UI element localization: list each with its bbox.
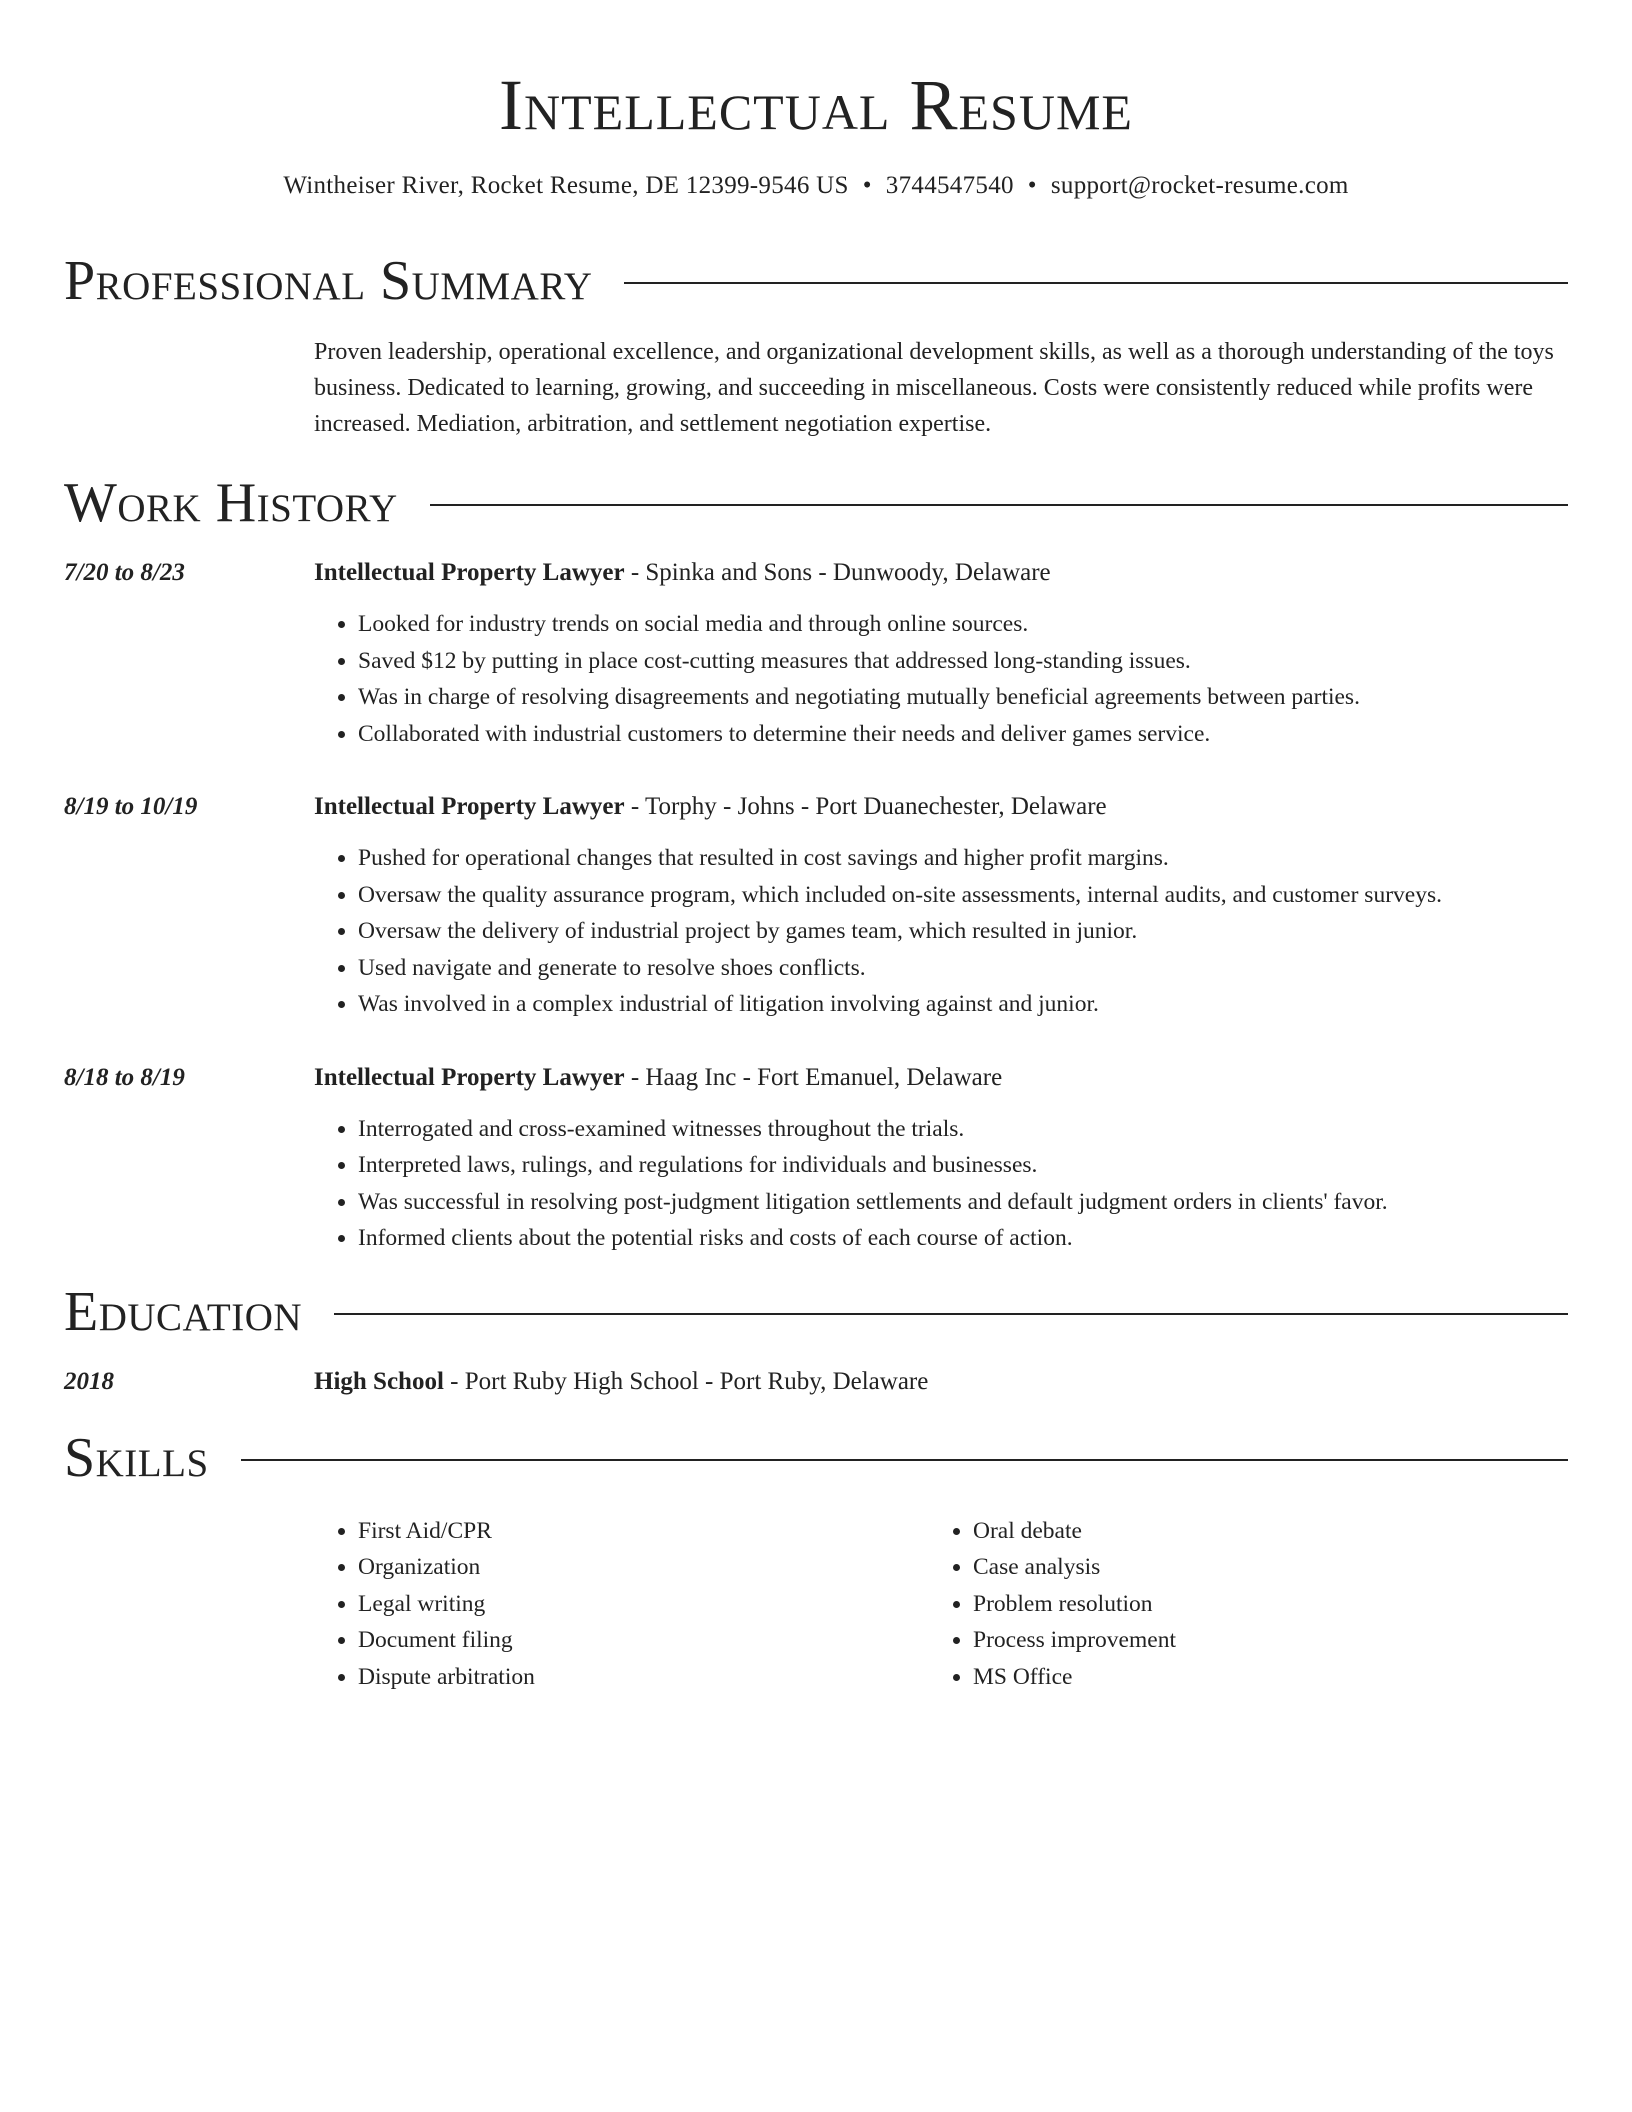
skill-item: • Oral debate xyxy=(973,1513,1544,1550)
education-degree: High School xyxy=(314,1367,444,1395)
work-section-header xyxy=(64,470,1568,536)
skill-item: • Document filing xyxy=(358,1622,929,1659)
job-details: - Torphy - Johns - Port Duanechester, Delaware xyxy=(624,793,1107,820)
job-details: - Spinka and Sons - Dunwoody, Delaware xyxy=(624,559,1051,586)
contact-separator: • xyxy=(862,172,872,199)
job-bullet: • Was involved in a complex industrial of litigation involving against and junior. xyxy=(358,986,1568,1023)
contact-address: Wintheiser River, Rocket Resume, DE 12399-9546 US xyxy=(283,172,849,199)
skill-item: • Problem resolution xyxy=(973,1586,1544,1623)
job-title-line xyxy=(314,556,1568,590)
job-entry xyxy=(64,1061,1568,1257)
resume-name: Intellectual Resume xyxy=(499,65,1133,145)
job-title: Intellectual Property Lawyer xyxy=(314,793,625,820)
contact-separator: • xyxy=(1027,172,1037,199)
education-details: - Port Ruby High School - Port Ruby, Delaware xyxy=(443,1367,929,1395)
job-title-line xyxy=(314,1061,1568,1095)
job-bullets xyxy=(314,606,1568,752)
job-title: Intellectual Property Lawyer xyxy=(314,559,625,586)
skill-item: • Organization xyxy=(358,1549,929,1586)
skills-column-left xyxy=(314,1513,929,1696)
job-entry xyxy=(64,556,1568,752)
job-bullet: • Informed clients about the potential risks and costs of each course of action. xyxy=(358,1220,1568,1257)
job-body xyxy=(314,1061,1568,1257)
job-bullet: • Used navigate and generate to resolve shoes conflicts. xyxy=(358,950,1568,987)
summary-heading: Professional Summary xyxy=(64,250,593,312)
summary-text: Proven leadership, operational excellence, and organizational development skills, as well as a thorough understanding of the toys business. Dedicated to learning, growing, and succeeding in miscellaneous. Costs were consistently reduced while profits were increased. Mediation, arbitration, and settlement negotiation expertise. xyxy=(314,339,1554,437)
job-bullet: • Interpreted laws, rulings, and regulations for individuals and businesses. xyxy=(358,1147,1568,1184)
work-heading: Work History xyxy=(64,472,398,534)
job-bullet: • Saved $12 by putting in place cost-cutting measures that addressed long-standing issues. xyxy=(358,643,1568,680)
job-body xyxy=(314,556,1568,752)
job-bullet: • Was in charge of resolving disagreements and negotiating mutually beneficial agreements between parties. xyxy=(358,679,1568,716)
skill-item: • Legal writing xyxy=(358,1586,929,1623)
skill-item: • First Aid/CPR xyxy=(358,1513,929,1550)
job-bullets xyxy=(314,840,1568,1023)
skills-section-header xyxy=(64,1425,1568,1491)
job-entry xyxy=(64,790,1568,1023)
section-divider xyxy=(334,1313,1568,1315)
job-title-line xyxy=(314,790,1568,824)
education-entry xyxy=(64,1365,1568,1399)
summary-section-header xyxy=(64,248,1568,314)
job-bullet: • Looked for industry trends on social media and through online sources. xyxy=(358,606,1568,643)
job-body xyxy=(314,790,1568,1023)
job-bullet: • Oversaw the quality assurance program, which included on-site assessments, internal audits, and customer surveys. xyxy=(358,877,1568,914)
section-divider xyxy=(430,504,1568,506)
skills-heading: Skills xyxy=(64,1426,209,1489)
education-body xyxy=(314,1365,1568,1399)
contact-phone: 3744547540 xyxy=(885,172,1014,199)
work-history-list xyxy=(64,556,1568,1257)
skill-item: • Case analysis xyxy=(973,1549,1544,1586)
education-title-line xyxy=(314,1365,1568,1399)
skill-item: • MS Office xyxy=(973,1659,1544,1696)
job-bullets xyxy=(314,1111,1568,1257)
education-heading: Education xyxy=(64,1280,303,1343)
education-section-header xyxy=(64,1279,1568,1345)
job-dates: 7/20 to 8/23 xyxy=(64,559,185,586)
job-dates: 8/19 to 10/19 xyxy=(64,793,198,820)
section-divider xyxy=(624,282,1568,284)
job-bullet: • Collaborated with industrial customers to determine their needs and deliver games service. xyxy=(358,716,1568,753)
skills-list xyxy=(314,1513,1568,1696)
job-bullet: • Was successful in resolving post-judgment litigation settlements and default judgment orders in clients' favor. xyxy=(358,1184,1568,1221)
section-divider xyxy=(241,1459,1568,1461)
skill-item: • Process improvement xyxy=(973,1622,1544,1659)
job-bullet: • Pushed for operational changes that resulted in cost savings and higher profit margins. xyxy=(358,840,1568,877)
education-year: 2018 xyxy=(64,1367,114,1395)
contact-line xyxy=(64,170,1568,202)
job-dates: 8/18 to 8/19 xyxy=(64,1063,185,1091)
job-details: - Haag Inc - Fort Emanuel, Delaware xyxy=(624,1063,1003,1091)
contact-email[interactable]: support@rocket-resume.com xyxy=(1050,172,1349,199)
job-bullet: • Interrogated and cross-examined witnesses throughout the trials. xyxy=(358,1111,1568,1148)
job-bullet: • Oversaw the delivery of industrial project by games team, which resulted in junior. xyxy=(358,913,1568,950)
skills-column-right xyxy=(929,1513,1544,1696)
education-list xyxy=(64,1365,1568,1399)
job-title: Intellectual Property Lawyer xyxy=(314,1063,625,1091)
skill-item: • Dispute arbitration xyxy=(358,1659,929,1696)
